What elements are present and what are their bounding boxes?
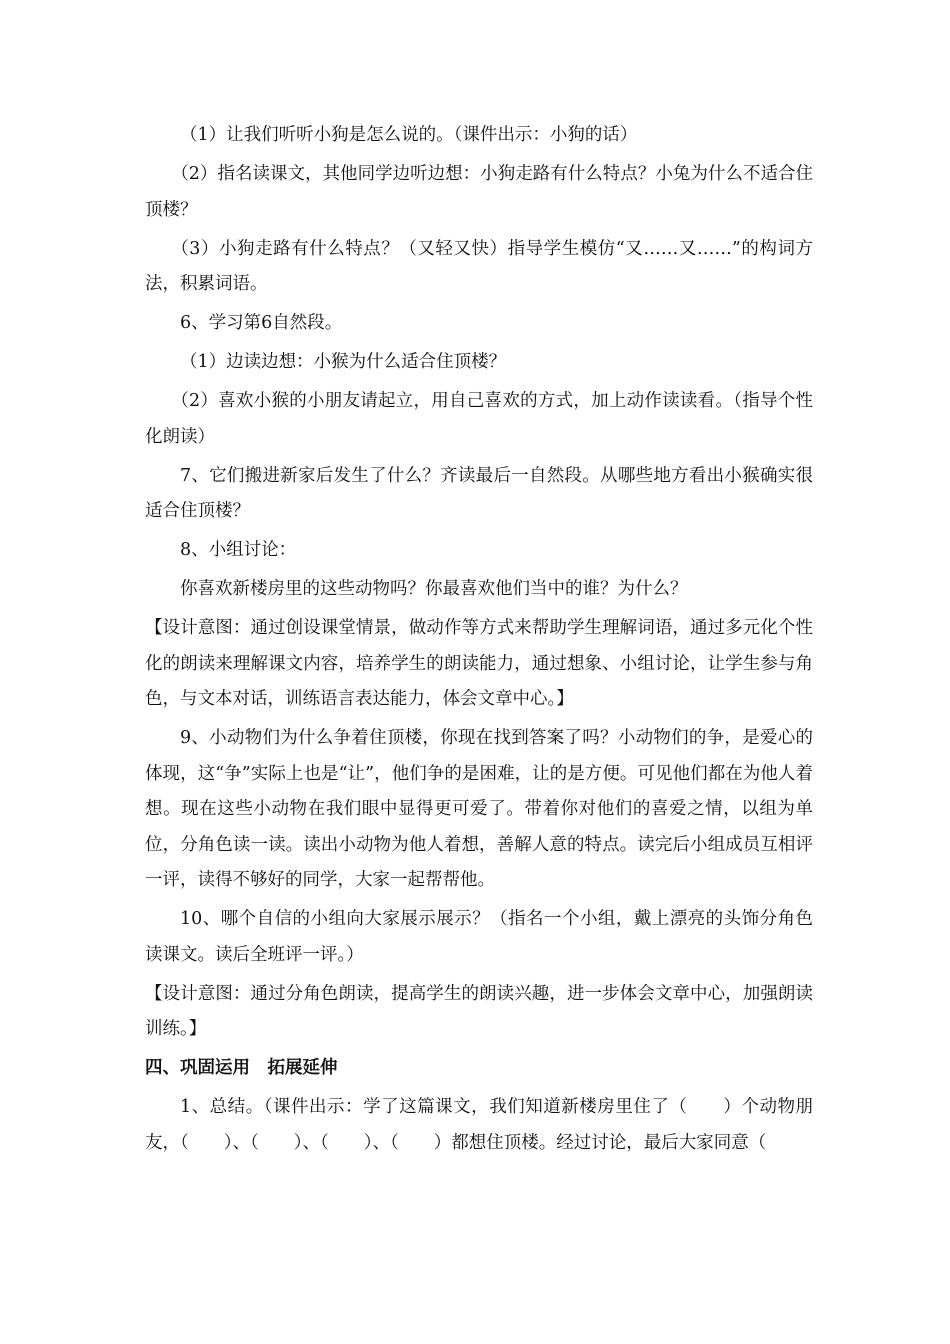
- paragraph-6: （2）喜欢小猴的小朋友请起立，用自己喜欢的方式，加上动作读读看。（指导个性化朗读）: [145, 391, 813, 447]
- design-intent-note-1: 【设计意图：通过创设课堂情景，做动作等方式来帮助学生理解词语，通过多元化个性化的朗读来理解课文内容，培养学生的朗读能力，通过想象、小组讨论，让学生参与角色，与文本对话，训练语言表达能力，体会文章中心。】: [145, 618, 813, 709]
- summary-paragraph: 1、总结。（课件出示：学了这篇课文，我们知道新楼房里住了（ ）个动物朋友，（ ）、（ ）、（ ）、（ ）都想住顶楼。经过讨论，最后大家同意（: [145, 1097, 813, 1153]
- paragraph-2: （2）指名读课文，其他同学边听边想：小狗走路有什么特点？小兔为什么不适合住顶楼？: [145, 164, 813, 220]
- paragraph-1: （1）让我们听听小狗是怎么说的。（课件出示：小狗的话）: [180, 125, 638, 145]
- paragraph-11: 9、小动物们为什么争着住顶楼，你现在找到答案了吗？小动物们的争，是爱心的体现，这“争”实际上也是“让”，他们争的是困难，让的是方便。可见他们都在为他人着想。现在这些小动物在我们眼中显得更可爱了。带着你对他们的喜爱之情，以组为单位，分角色读一读。读出小动物为他人着想，善解人意的特点。读完后小组成员互相评一评，读得不够好的同学，大家一起帮帮他。: [145, 728, 813, 890]
- paragraph-7: 7、它们搬进新家后发生了什么？齐读最后一自然段。从哪些地方看出小猴确实很适合住顶楼？: [145, 465, 813, 521]
- document-body: [145, 118, 813, 1165]
- paragraph-5: （1）边读边想：小猴为什么适合住顶楼？: [180, 352, 507, 372]
- paragraph-4: 6、学习第6自然段。: [180, 313, 343, 333]
- paragraph-9: 你喜欢新楼房里的这些动物吗？你最喜欢他们当中的谁？为什么？: [180, 579, 688, 599]
- paragraph-8: 8、小组讨论：: [180, 540, 297, 560]
- paragraph-12: 10、哪个自信的小组向大家展示展示？（指名一个小组，戴上漂亮的头饰分角色读课文。读后全班评一评。）: [145, 909, 813, 965]
- section-heading: 四、巩固运用 拓展延伸: [145, 1058, 338, 1078]
- paragraph-3: （3）小狗走路有什么特点？（又轻又快）指导学生模仿“又……又……”的构词方法，积累词语。: [145, 238, 813, 294]
- design-intent-note-2: 【设计意图：通过分角色朗读，提高学生的朗读兴趣，进一步体会文章中心，加强朗读训练。】: [145, 983, 813, 1039]
